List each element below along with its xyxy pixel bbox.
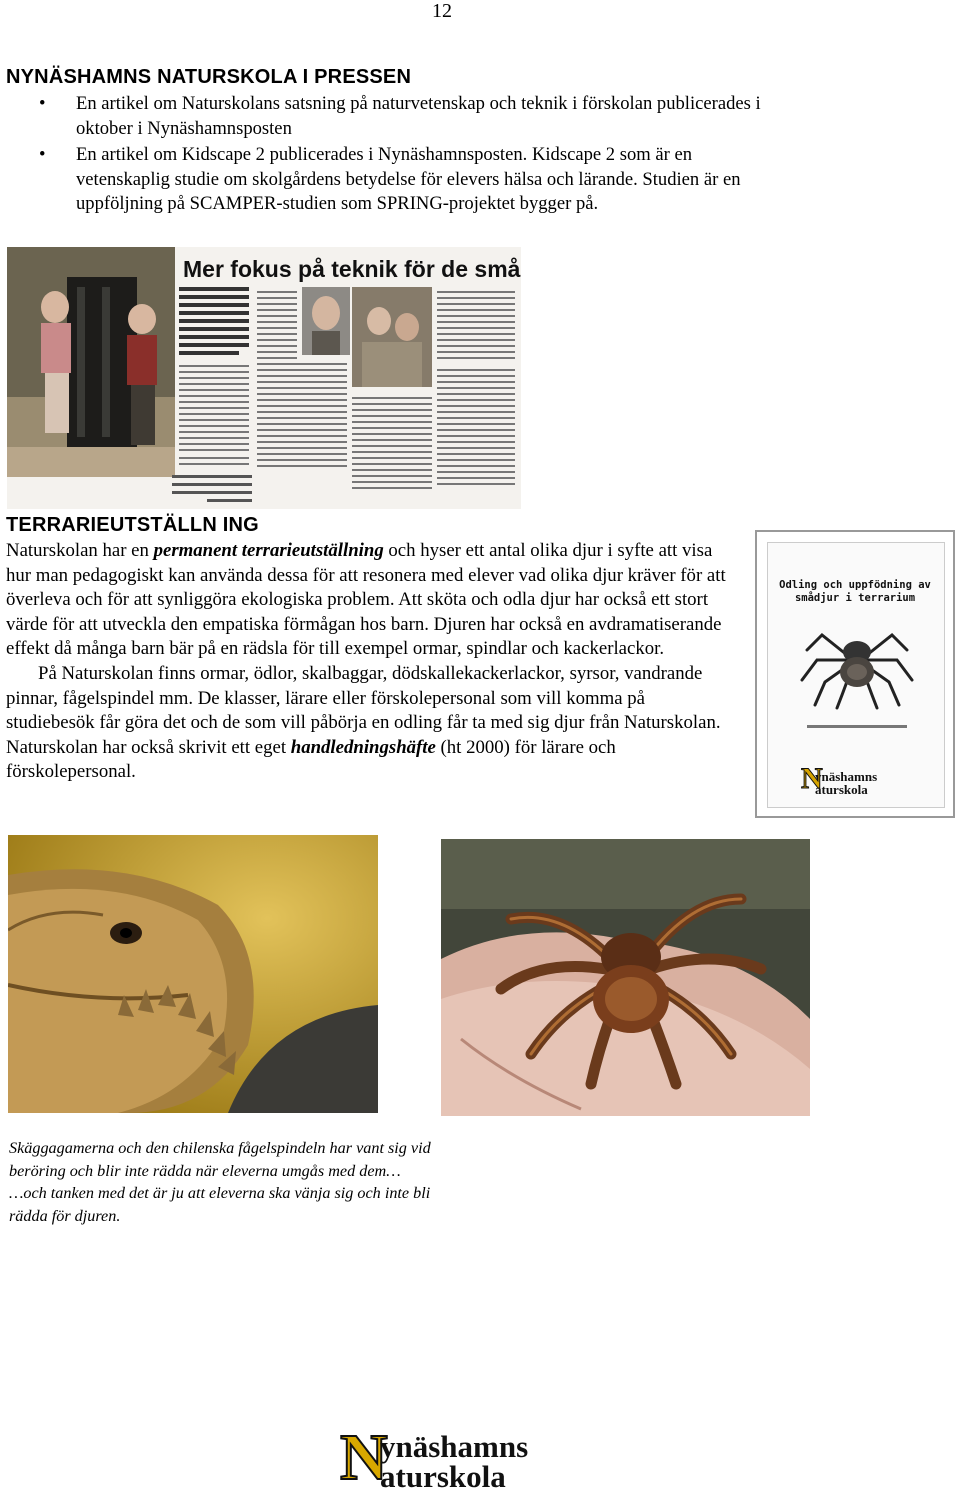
- terrarium-body: [6, 539, 731, 785]
- bearded-dragon-photo: [8, 835, 378, 1113]
- spider-graphic: [441, 839, 810, 1116]
- footer-logo: [340, 1421, 560, 1494]
- tarantula-icon: [797, 610, 917, 710]
- caption-line: beröring och blir inte rädda när eleverna umgås med dem…: [9, 1161, 401, 1180]
- press-bullet-list: [6, 92, 956, 217]
- tarantula-photo: [441, 839, 810, 1116]
- terrarium-paragraph-1: [6, 539, 731, 662]
- clipping-headline: Mer fokus på teknik för de små: [183, 256, 521, 282]
- bullet-line: En artikel om Naturskolans satsning på naturvetenskap och teknik i förskolan publicerades i: [76, 93, 761, 114]
- booklet-title-line: Odling och uppfödning av: [779, 579, 931, 591]
- text-span: På Naturskolan finns ormar, ödlor, skalbaggar, dödskallekackerlackor, syrsor, vandrande pinnar, fågelspindel mm. De klasser, lärare eller förskolepersonal som vill komma på studiebesök får göra det och de som vill påbörja en odling får ta med sig djur från Naturskolan. Naturskolan har också skrivit ett eget: [6, 662, 721, 758]
- emphasis-text: permanent terrarieutställning: [153, 540, 384, 561]
- page-number: 12: [432, 0, 452, 22]
- caption-line: rädda för djuren.: [9, 1206, 121, 1225]
- lizard-graphic: [8, 835, 378, 1113]
- photo-caption: [9, 1137, 569, 1227]
- bullet-icon: •: [39, 144, 46, 165]
- list-item: [6, 143, 956, 217]
- logo-initial: N: [340, 1421, 388, 1494]
- terrarium-paragraph-2: [6, 662, 731, 785]
- bullet-line: En artikel om Kidscape 2 publicerades i Nynäshamnsposten. Kidscape 2 som är en: [76, 144, 693, 165]
- list-item: [6, 92, 956, 141]
- bullet-line: uppföljning på SCAMPER-studien som SPRING-projektet bygger på.: [76, 193, 599, 214]
- bullet-line: vetenskaplig studie om skolgårdens betydelse för elevers hälsa och lärande. Studien är en: [76, 168, 741, 190]
- bullet-icon: •: [39, 93, 46, 114]
- booklet-cover-image: [755, 530, 955, 818]
- booklet-subtitle-line: [807, 725, 907, 728]
- booklet-title-line: smådjur i terrarium: [794, 592, 916, 604]
- newspaper-clipping-image: [7, 247, 521, 509]
- logo-line: ynäshamns: [380, 1429, 529, 1464]
- press-heading: NYNÄSHAMNS NATURSKOLA I PRESSEN: [6, 66, 412, 88]
- terrarium-heading: TERRARIEUTSTÄLLN ING: [6, 514, 259, 536]
- text-span: och hyser ett antal olika djur i syfte att visa hur man pedagogiskt kan använda dessa för att resonera med elever vad olika djur kräver för att överleva och för att synliggöra ekologiska problem. Att sköta och odla djur har också ett stort värde för att utveckla den empatiska förmågan hos barn. Djuren har också en avdramatiserande effekt då många barn bär på en rädsla för till exempel ormar, spindlar och kackerlackor.: [6, 540, 726, 660]
- booklet-logo-initial: N: [801, 762, 823, 795]
- emphasis-text: handledningshäfte: [290, 736, 436, 758]
- newspaper-clipping-graphic: [7, 247, 521, 509]
- booklet-logo-line: ynäshamns: [815, 769, 878, 784]
- logo-line: aturskola: [380, 1459, 506, 1494]
- bullet-line: oktober i Nynäshamnsposten: [76, 117, 292, 139]
- booklet-logo-line: aturskola: [815, 782, 868, 797]
- caption-line: Skäggagamerna och den chilenska fågelspindeln har vant sig vid: [9, 1139, 431, 1157]
- text-span: (ht 2000) för lärare och förskolepersonal.: [6, 736, 616, 783]
- text-span: Naturskolan har en: [6, 540, 154, 561]
- caption-line: …och tanken med det är ju att eleverna ska vänja sig och inte bli: [9, 1184, 431, 1203]
- booklet-title: [767, 579, 943, 605]
